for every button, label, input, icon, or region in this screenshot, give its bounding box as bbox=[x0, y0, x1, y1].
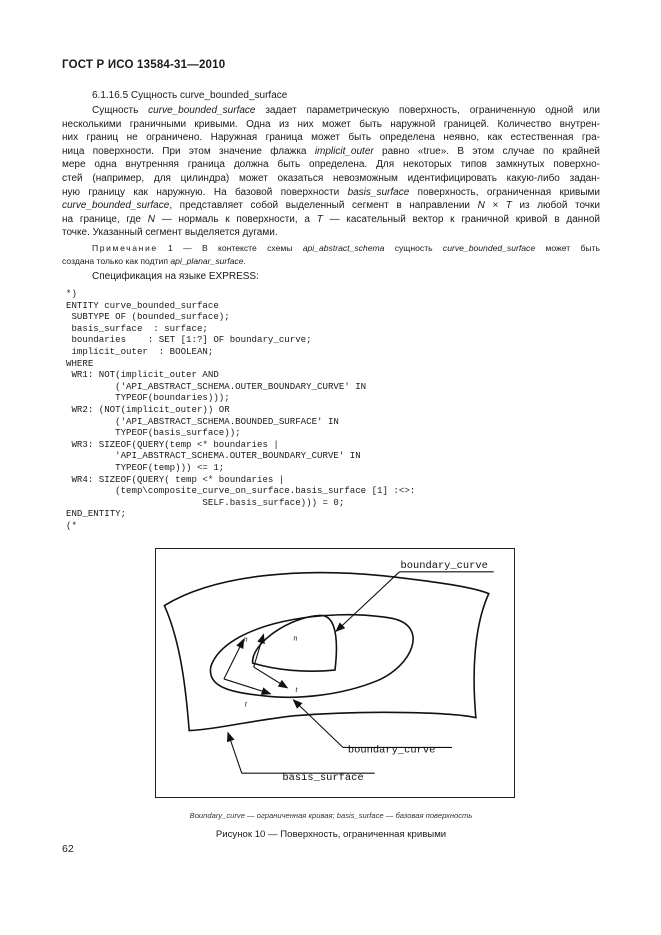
figure-title: Рисунок 10 — Поверхность, ограниченная кривыми bbox=[215, 829, 447, 840]
basis-surface-outline bbox=[164, 573, 488, 731]
text-line: на границе, где N — нормаль к поверхности, а T — касательный вектор к граничной кривой в данной bbox=[62, 213, 600, 225]
express-spec-label: Спецификация на языке EXPRESS: bbox=[92, 271, 259, 282]
text-line: Примечание 1 — В контексте схемы api_abstract_schema сущность curve_bounded_surface может быть bbox=[92, 243, 600, 253]
text-line: curve_bounded_surface, представляет собой выделенный сегмент в направлении N × T из любой точки bbox=[62, 200, 600, 212]
text-line: ную границу как наружную. На базовой поверхности basis_surface поверхность, ограниченная кривыми bbox=[62, 186, 600, 198]
label-basis-surface: basis_surface bbox=[282, 772, 364, 785]
inner-boundary-curve bbox=[253, 615, 337, 671]
label-boundary-curve-top: boundary_curve bbox=[400, 559, 488, 572]
text-line: точке. Указанный сегмент выделяется дугами. bbox=[62, 227, 278, 239]
leader-boundary-curve-bottom bbox=[293, 700, 343, 748]
page-number: 62 bbox=[62, 843, 74, 855]
text-line: Сущность curve_bounded_surface задает параметрическую поверхность, ограниченную одной или bbox=[92, 105, 600, 116]
leader-basis-surface bbox=[228, 733, 242, 774]
label-t-inner: t bbox=[295, 684, 298, 694]
text-line: стей (например, для цилиндра) может оказаться невозможным идентифицировать какую-либо задан- bbox=[62, 172, 600, 184]
note-paragraph bbox=[62, 242, 600, 268]
text-line: создана только как подтип api_planar_surface. bbox=[62, 255, 246, 266]
label-t-outer: t bbox=[244, 699, 247, 709]
label-n-outer: n bbox=[243, 634, 248, 644]
label-n-inner: n bbox=[293, 633, 298, 643]
text-line: ница поверхности. При этом значение флажка implicit_outer равно «true». В этом случае по крайней bbox=[62, 145, 600, 157]
document-header: ГОСТ Р ИСО 13584-31—2010 bbox=[62, 59, 226, 71]
figure-drawing bbox=[156, 549, 514, 797]
tangent-arrow-outer bbox=[224, 679, 271, 694]
text-line: несколькими граничными кривыми. Одна из них может быть наружной границей. Количество внутрен- bbox=[62, 118, 600, 130]
leader-boundary-curve-top bbox=[336, 572, 399, 632]
section-title: 6.1.16.5 Сущность curve_bounded_surface bbox=[92, 90, 288, 101]
label-boundary-curve-bottom: boundary_curve bbox=[347, 744, 436, 757]
express-code-block: *) ENTITY curve_bounded_surface SUBTYPE OF (bounded_surface); basis_surface : surface; boundaries : SET [1:?] OF boundary_curve; implicit_outer : BOOLEAN; WHERE WR1: NOT(implicit_outer AND ('API_ABSTRACT_SCHEMA.OUTER_BOUNDARY_CURVE' IN TYPEOF(boundaries))); WR2: (NOT(implicit_outer)) OR ('API_ABSTRACT_SCHEMA.BOUNDED_SURFACE' IN TYPEOF(basis_surface)); WR3: SIZEOF(QUERY(temp <* boundaries | 'API_ABSTRACT_SCHEMA.OUTER_BOUNDARY_CURVE' IN TYPEOF(temp))) <= 1; WR4: SIZEOF(QUERY( temp <* boundaries | (temp\composite_curve_on_surface.basis_surface [1] :<>: SELF.basis_surface))) = 0; END_ENTITY; (* bbox=[66, 288, 416, 531]
text-line: них границ не ограничено. Наружная граница может быть определена неявно, как естественная гра- bbox=[62, 132, 600, 144]
text-line: мере одна внутренняя граница должна быть определена. Для некоторых типов замкнутых поверхно- bbox=[62, 159, 600, 171]
figure-frame bbox=[155, 548, 515, 798]
body-paragraph bbox=[62, 104, 600, 240]
figure-caption: Boundary_curve — ограниченная кривая; basis_surface — базовая поверхность bbox=[189, 811, 473, 820]
